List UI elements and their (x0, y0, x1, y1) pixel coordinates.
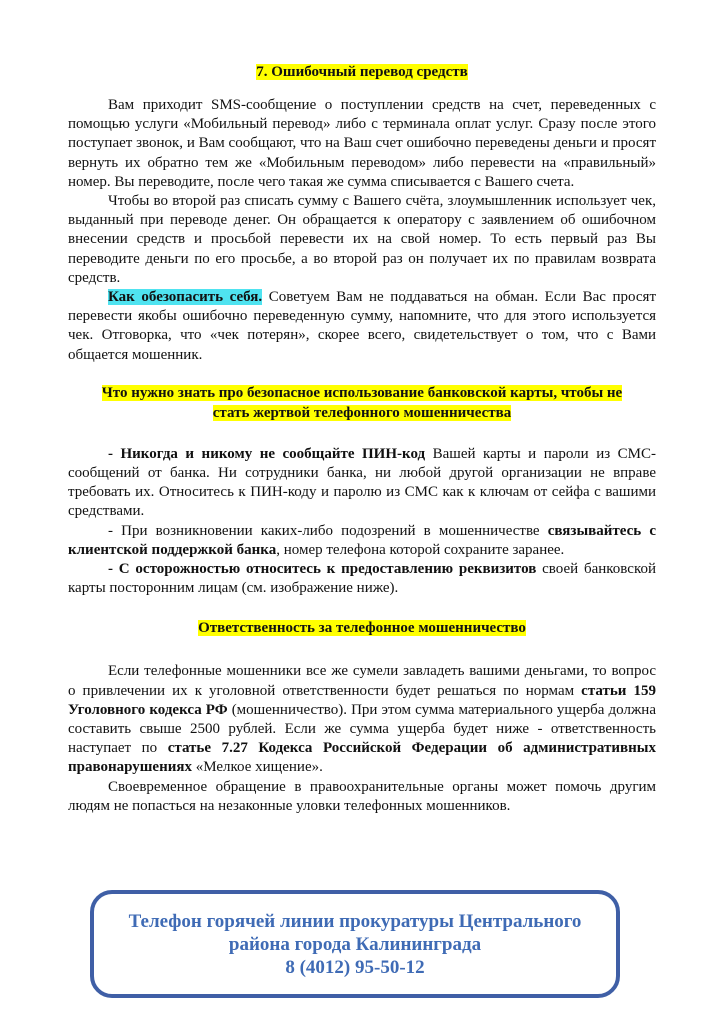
how-to-protect-label: Как обезопасить себя. (108, 289, 263, 306)
card-safety-title-line-1: Что нужно знать про безопасное использование банковской карты, чтобы не (101, 384, 623, 401)
how-to-protect-text: Советуем Вам не поддаваться на обман. Если Вас просят перевести якобы ошибочно переведенную сумму, напомните, что для этого используется чек. Отговорка, что «чек потерян», скорее всего, свидетельствует о том, что с Вами общается мошенник. (68, 289, 656, 363)
pin-warning-bold: - Никогда и никому не сообщайте ПИН-код (108, 445, 426, 462)
section-7-paragraph-1: Вам приходит SMS-сообщение о поступлении средств на счет, переведенных с помощью услуги «Мобильный перевод» либо с терминала оплат услуг. Сразу после этого поступает звонок, и Вам сообщают, что на Ваш счет ошибочно переведены деньги и просят вернуть их обратно тем же «Мобильным переводом» либо перевести на «правильный» номер. Вы переводите, после чего такая же сумма списывается с Вашего счета. (68, 97, 656, 190)
card-safety-heading (68, 383, 656, 423)
details-text: своей банковской карты посторонним лицам (см. изображение ниже). (68, 561, 656, 597)
hotline-box (90, 890, 620, 998)
hotline-line-1: Телефон горячей линии прокуратуры Центрального (128, 910, 582, 932)
liability-text-a: Если телефонные мошенники все же сумели завладеть вашими деньгами, то вопрос о привлечении их к уголовной ответственности будет решаться по нормам (68, 663, 656, 699)
section-7-paragraph-2: Чтобы во второй раз списать сумму с Вашего счёта, злоумышленник использует чек, выданный при переводе денег. Он обращается к оператору с заявлением об ошибочном внесении средств и просьбой перевести их на свой номер. То есть первый раз Вы переводите деньги по его просьбе, а во второй раз он получает их по правилам возврата средств. (68, 193, 656, 286)
hotline-line-2: района города Калининграда (228, 933, 482, 955)
support-text-a: - При возникновении каких-либо подозрений в мошенничестве (108, 522, 548, 539)
section-7-paragraph-3 (68, 288, 656, 365)
details-bold: - С осторожностью относитесь к предоставлению реквизитов (108, 561, 537, 578)
liability-paragraph-1 (68, 662, 656, 777)
liability-title: Ответственность за телефонное мошенничество (198, 620, 526, 637)
card-safety-title-line-2: стать жертвой телефонного мошенничества (212, 404, 512, 421)
card-safety-item-support (68, 522, 656, 560)
section-7-title: 7. Ошибочный перевод средств (256, 64, 468, 80)
liability-heading (68, 618, 656, 638)
card-safety-item-pin (68, 445, 656, 522)
liability-text-c: (мошенничество). При этом сумма материального ущерба должна составить свыше 2500 рублей. Если же сумма ущерба будет ниже - ответственность наступает по (68, 701, 656, 757)
article-159-bold: статьи 159 Уголовного кодекса РФ (68, 682, 656, 718)
pin-warning-text: Вашей карты и пароли из СМС-сообщений от банка. Ни сотрудники банка, ни любой другой организации не вправе требовать их. Относитесь к ПИН-коду и паролю из СМС как к ключам от сейфа с вашими средствами. (68, 445, 656, 520)
liability-text-d: «Мелкое хищение». (192, 759, 323, 776)
liability-paragraph-2: Своевременное обращение в правоохранительные органы может помочь другим людям не попасться на незаконные уловки телефонных мошенников. (68, 778, 656, 814)
hotline-phone: 8 (4012) 95-50-12 (285, 956, 425, 978)
support-bold: связывайтесь с клиентской поддержкой банка (68, 522, 656, 558)
document-content (68, 62, 656, 816)
card-safety-item-details (68, 560, 656, 598)
section-7-heading (68, 62, 656, 82)
support-text-b: , номер телефона которой сохраните заранее. (276, 541, 565, 558)
article-727-bold: статье 7.27 Кодекса Российской Федерации об административных правонарушениях (68, 740, 656, 776)
